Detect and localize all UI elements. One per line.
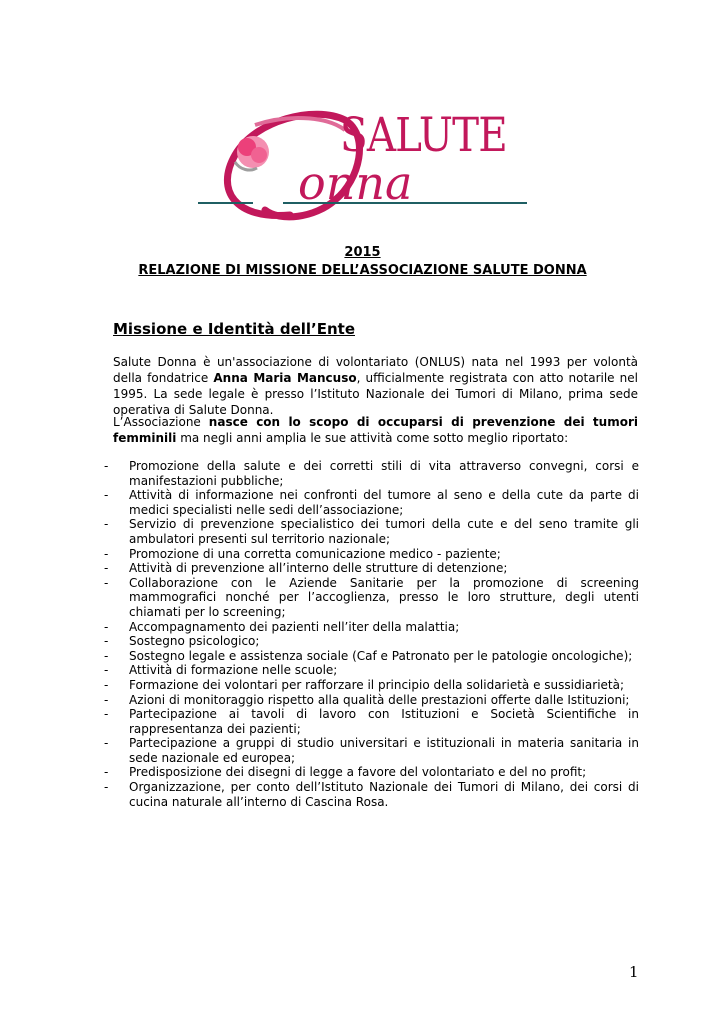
logo-donna-text: onna — [298, 156, 413, 210]
bullet-dash: - — [104, 780, 109, 795]
intro-text-cont: , ufficialmente registrata con atto notarile nel 1995. La sede legale è presso l’Istituto Nazionale dei Tumori di Milano, prima sede operativa di Salute Donna. — [113, 371, 638, 417]
list-item — [104, 765, 639, 780]
bullet-dash: - — [104, 561, 109, 576]
section-title: Missione e Identità dell’Ente — [113, 320, 355, 338]
bullet-dash: - — [104, 765, 109, 780]
logo-salute-text: SALUTE — [340, 108, 507, 163]
bullet-dash: - — [104, 488, 109, 503]
list-item — [104, 634, 639, 649]
list-item — [104, 663, 639, 678]
intro-paragraph-1 — [113, 354, 638, 418]
list-item — [104, 693, 639, 708]
list-item-text: Servizio di prevenzione specialistico dei tumori della cute e del seno tramite gli ambulatori presenti sul territorio nazionale; — [129, 517, 639, 546]
bullet-dash: - — [104, 575, 109, 590]
list-item-text: Partecipazione a gruppi di studio universitari e istituzionali in materia sanitaria in sede nazionale ed europea; — [129, 736, 639, 765]
bullet-dash: - — [104, 459, 109, 473]
report-year: 2015 — [344, 245, 381, 260]
bullet-dash: - — [104, 707, 109, 722]
activities-list — [104, 459, 639, 809]
bullet-dash: - — [104, 692, 109, 707]
list-item — [104, 459, 639, 488]
list-item-text: Collaborazione con le Aziende Sanitarie per la promozione di screening mammografici nonché per l’accoglienza, presso le loro strutture, degli utenti chiamati per lo screening; — [129, 575, 639, 619]
list-item — [104, 576, 639, 620]
bullet-dash: - — [104, 736, 109, 751]
list-item — [104, 649, 639, 664]
list-item-text: Sostegno psicologico; — [129, 634, 260, 649]
list-item-text: Partecipazione ai tavoli di lavoro con Istituzioni e Società Scientifiche in rappresentanza dei pazienti; — [129, 707, 639, 736]
list-item — [104, 678, 639, 693]
list-item — [104, 780, 639, 809]
list-item — [104, 517, 639, 546]
page-number: 1 — [629, 963, 639, 981]
bullet-dash: - — [104, 546, 109, 561]
list-item-text: Predisposizione dei disegni di legge a favore del volontariato e del no profit; — [129, 765, 587, 780]
bullet-dash: - — [104, 677, 109, 692]
list-item-text: Organizzazione, per conto dell’Istituto Nazionale dei Tumori di Milano, dei corsi di cucina naturale all’interno di Cascina Rosa. — [129, 780, 639, 809]
intro-text-2-cont: ma negli anni amplia le sue attività come sotto meglio riportato: — [176, 431, 569, 445]
bullet-dash: - — [104, 663, 109, 678]
list-item — [104, 620, 639, 635]
bullet-dash: - — [104, 517, 109, 532]
list-item-text: Attività di informazione nei confronti del tumore al seno e della cute da parte di medici specialisti nelle sedi dell’associazione; — [129, 488, 639, 517]
founder-name: Anna Maria Mancuso — [213, 371, 357, 385]
list-item — [104, 561, 639, 576]
list-item — [104, 488, 639, 517]
list-item-text: Promozione di una corretta comunicazione medico - paziente; — [129, 546, 501, 561]
intro-text-2: L’Associazione — [113, 415, 209, 429]
list-item — [104, 736, 639, 765]
list-item-text: Azioni di monitoraggio rispetto alla qualità delle prestazioni offerte dalle Istituzioni; — [129, 692, 630, 707]
list-item-text: Attività di formazione nelle scuole; — [129, 663, 338, 678]
list-item-text: Promozione della salute e dei corretti stili di vita attraverso convegni, corsi e manifestazioni pubbliche; — [129, 459, 639, 488]
intro-paragraph-2 — [113, 414, 638, 446]
bullet-dash: - — [104, 619, 109, 634]
list-item-text: Accompagnamento dei pazienti nell’iter della malattia; — [129, 619, 460, 634]
intro-text: Salute Donna è un'associazione di volontariato (ONLUS) nata nel 1993 per volontà della fondatrice — [113, 355, 638, 385]
list-item-text: Formazione dei volontari per rafforzare il principio della solidarietà e sussidiarietà; — [129, 677, 625, 692]
bullet-dash: - — [104, 648, 109, 663]
list-item-text: Sostegno legale e assistenza sociale (Caf e Patronato per le patologie oncologiche); — [129, 648, 633, 663]
report-title: RELAZIONE DI MISSIONE DELL’ASSOCIAZIONE SALUTE DONNA — [138, 263, 587, 278]
bullet-dash: - — [104, 634, 109, 649]
list-item — [104, 707, 639, 736]
list-item-text: Attività di prevenzione all’interno delle strutture di detenzione; — [129, 561, 508, 576]
list-item — [104, 547, 639, 562]
mission-emphasis: nasce con lo scopo di occuparsi di prevenzione dei tumori femminili — [113, 415, 638, 445]
